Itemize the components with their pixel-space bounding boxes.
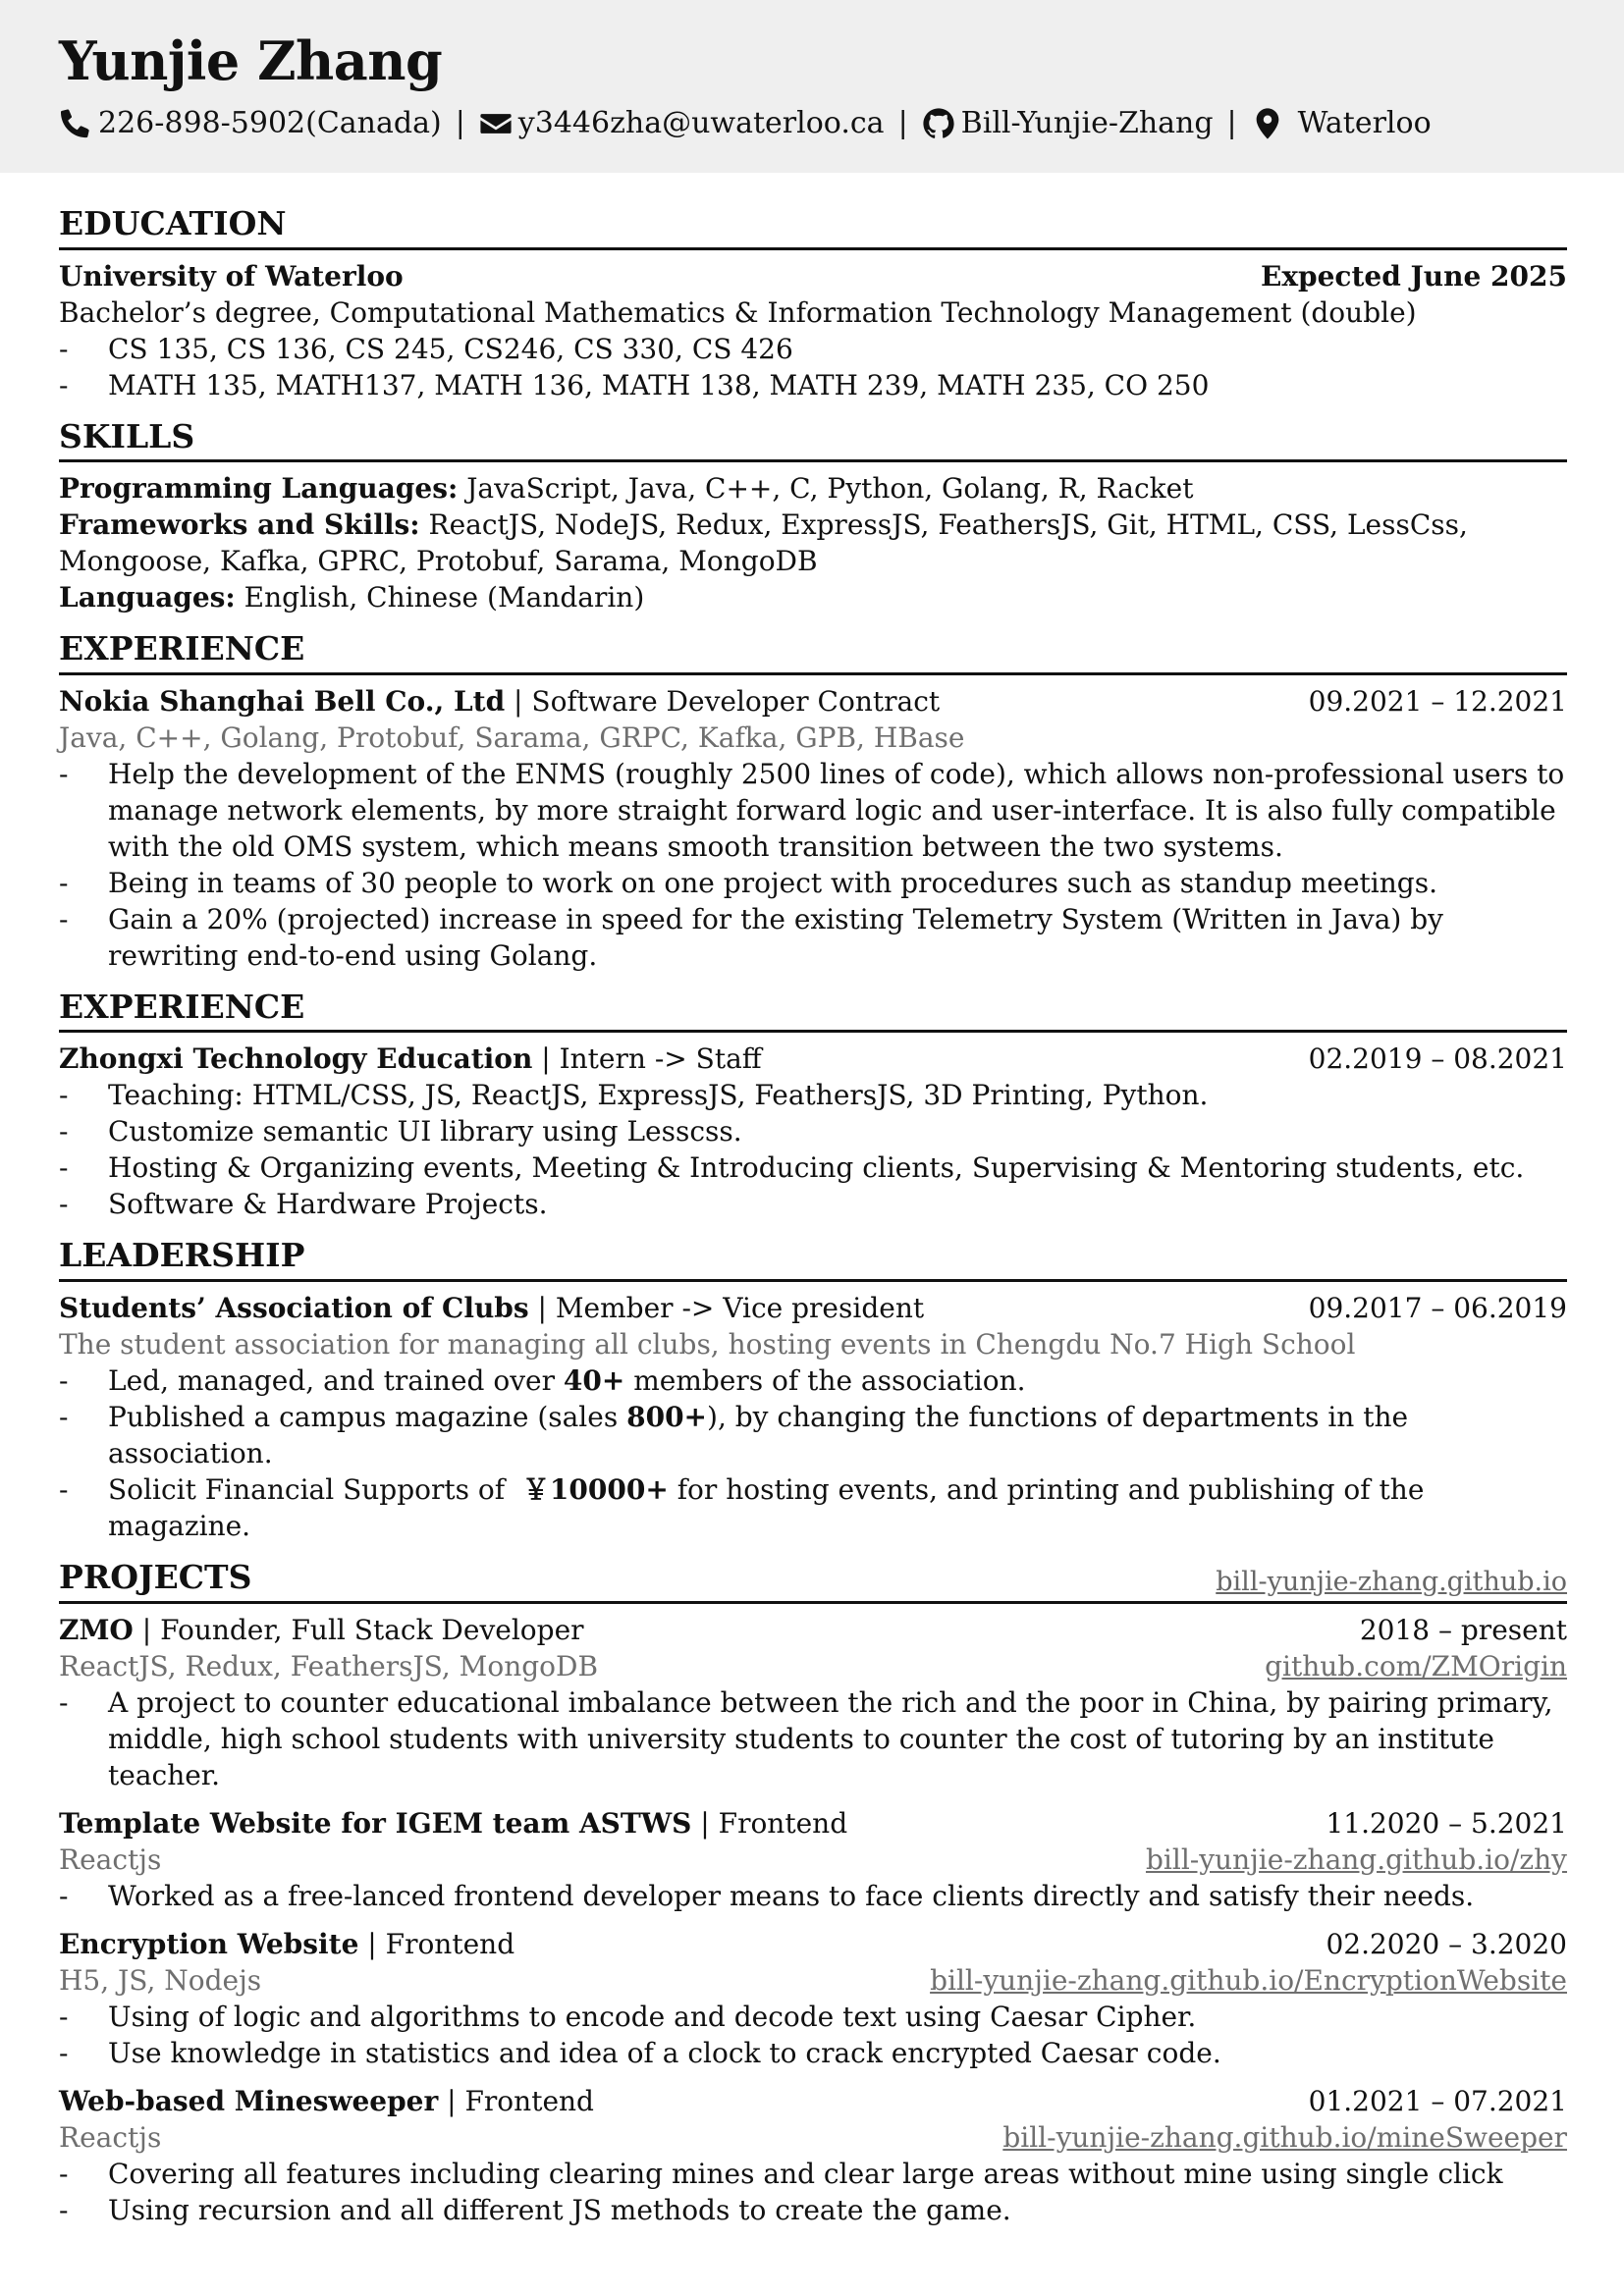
skill-value: JavaScript, Java, C++, C, Python, Golang, R, Racket: [458, 472, 1194, 506]
github-text: Bill-Yunjie-Zhang: [960, 106, 1214, 140]
org-name: Zhongxi Technology Education: [59, 1042, 533, 1076]
candidate-name: Yunjie Zhang: [59, 29, 443, 92]
entry-org-role: [59, 1612, 584, 1648]
entry-heading-row: [59, 1041, 1567, 1077]
list-item: - Gain a 20% (projected) increase in speed for the existing Telemetry System (Written in Java) by rewriting end-to-end using Golang.: [59, 901, 1567, 974]
entry-date: 11.2020 – 5.2021: [1326, 1806, 1567, 1840]
section-header: [59, 204, 1567, 250]
org-name: Students’ Association of Clubs: [59, 1291, 529, 1324]
section-header: [59, 1558, 1567, 1604]
skill-label: Languages:: [59, 581, 236, 614]
map-pin-icon: [1251, 107, 1284, 140]
education-date: Expected June 2025: [1260, 259, 1567, 293]
projects-section: [59, 1558, 1567, 2228]
entry-heading-row: [59, 1926, 1567, 1962]
entry-org-role: [59, 2083, 594, 2119]
section-header: [59, 1236, 1567, 1282]
section-title: PROJECTS: [59, 1557, 252, 1596]
list-item: - Using of logic and algorithms to encode and decode text using Caesar Cipher.: [59, 1999, 1567, 2035]
section-header: [59, 988, 1567, 1034]
programming-languages: [59, 470, 1567, 507]
bullet-list: [59, 2156, 1567, 2228]
list-item: - Worked as a free-lanced frontend developer means to face clients directly and satisfy their needs.: [59, 1878, 1567, 1914]
entry-heading-row: [59, 1612, 1567, 1648]
project-name: Template Website for IGEM team ASTWS: [59, 1806, 692, 1840]
tech-stack: ReactJS, Redux, FeathersJS, MongoDB: [59, 1649, 599, 1682]
list-item: [59, 1471, 1567, 1544]
tech-stack: H5, JS, Nodejs: [59, 1963, 262, 1997]
leadership-section: [59, 1236, 1567, 1544]
entry-subrow: [59, 2119, 1567, 2156]
entry-date: 09.2021 – 12.2021: [1308, 684, 1567, 718]
list-item: - CS 135, CS 136, CS 245, CS246, CS 330, CS 426: [59, 331, 1567, 367]
experience-section-zhongxi: [59, 988, 1567, 1223]
bullet-text: Published a campus magazine (sales: [108, 1400, 627, 1433]
section-header: [59, 417, 1567, 463]
list-item: - Teaching: HTML/CSS, JS, ReactJS, ExpressJS, FeathersJS, 3D Printing, Python.: [59, 1077, 1567, 1113]
list-item: - A project to counter educational imbalance between the rich and the poor in China, by pairing primary, middle, high school students with university students to counter the cost of tutoring by an institute teacher.: [59, 1684, 1567, 1793]
section-title: EDUCATION: [59, 204, 287, 242]
spoken-languages: [59, 579, 1567, 615]
skills-entry: [59, 470, 1567, 615]
education-section: [59, 204, 1567, 403]
bullet-list: [59, 1999, 1567, 2071]
entry-org-role: [59, 1041, 762, 1077]
email-text: y3446zha@uwaterloo.ca: [517, 106, 885, 140]
school-name: University of Waterloo: [59, 259, 404, 293]
entry-org-role: [59, 1926, 514, 1962]
role-text: | Frontend: [438, 2084, 594, 2117]
leadership-entry: [59, 1290, 1567, 1544]
contact-separator: |: [897, 106, 908, 140]
course-list: [59, 331, 1567, 403]
entry-heading-row: [59, 1805, 1567, 1842]
tech-stack: Java, C++, Golang, Protobuf, Sarama, GRPC, Kafka, GPB, HBase: [59, 721, 965, 754]
education-entry: [59, 258, 1567, 403]
tech-stack: Reactjs: [59, 2120, 162, 2154]
entry-date: 01.2021 – 07.2021: [1308, 2084, 1567, 2117]
bullet-list: [59, 1077, 1567, 1222]
portfolio-link[interactable]: bill-yunjie-zhang.github.io: [1216, 1566, 1567, 1597]
frameworks-skills: [59, 507, 1567, 579]
list-item: - Being in teams of 30 people to work on one project with procedures such as standup meetings.: [59, 865, 1567, 901]
phone-text: 226-898-5902(Canada): [98, 106, 442, 140]
section-title: LEADERSHIP: [59, 1236, 305, 1275]
list-item: - MATH 135, MATH137, MATH 136, MATH 138, MATH 239, MATH 235, CO 250: [59, 367, 1567, 403]
bullet-text: for hosting events, and printing and publishing of the magazine.: [108, 1472, 1425, 1542]
entry-date: 02.2019 – 08.2021: [1308, 1042, 1567, 1076]
project-link[interactable]: bill-yunjie-zhang.github.io/mineSweeper: [1002, 2120, 1567, 2154]
list-item: [59, 1399, 1567, 1471]
skill-label: Frameworks and Skills:: [59, 508, 420, 542]
experience-section-nokia: [59, 629, 1567, 974]
skill-value: ReactJS, NodeJS, Redux, ExpressJS, FeathersJS, Git, HTML, CSS, LessCss, Mongoose, Kafka, GPRC, Protobuf, Sarama, MongoDB: [59, 508, 1468, 578]
entry-heading-row: [59, 258, 1567, 294]
contact-location: [1251, 106, 1432, 140]
entry-org-role: [59, 1290, 924, 1326]
bullet-list: [59, 756, 1567, 974]
phone-icon: [59, 107, 92, 140]
entry-subrow: [59, 1842, 1567, 1878]
entry-org-role: [59, 1805, 847, 1842]
contact-email[interactable]: [479, 106, 885, 140]
list-item: - Covering all features including clearing mines and clear large areas without mine using single click: [59, 2156, 1567, 2192]
list-item: - Software & Hardware Projects.: [59, 1186, 1567, 1222]
section-header: [59, 629, 1567, 675]
section-title: EXPERIENCE: [59, 987, 305, 1026]
contact-separator: |: [455, 106, 465, 140]
role-text: | Member -> Vice president: [528, 1291, 925, 1324]
bullet-text: Solicit Financial Supports of: [108, 1472, 522, 1506]
entry-heading-row: [59, 683, 1567, 720]
experience-entry: [59, 683, 1567, 974]
entry-org-role: [59, 683, 940, 720]
bullet-list: [59, 1684, 1567, 1793]
list-item: - Help the development of the ENMS (roughly 2500 lines of code), which allows non-professional users to manage network elements, by more straight forward logic and user-interface. It is also fully compatible with the old OMS system, which means smooth transition between the two systems.: [59, 756, 1567, 865]
section-title: EXPERIENCE: [59, 629, 305, 668]
project-entry-encryption: [59, 1926, 1567, 2071]
resume-body: [0, 173, 1624, 2228]
list-item: [59, 1362, 1567, 1399]
github-icon: [922, 107, 955, 140]
list-item: - Customize semantic UI library using Lesscss.: [59, 1113, 1567, 1149]
project-entry-minesweeper: [59, 2083, 1567, 2228]
contact-github[interactable]: [922, 106, 1214, 140]
resume-header: [0, 0, 1624, 173]
role-text: | Frontend: [691, 1806, 848, 1840]
list-item: - Use knowledge in statistics and idea of a clock to crack encrypted Caesar code.: [59, 2035, 1567, 2071]
skill-label: Programming Languages:: [59, 472, 459, 506]
tech-stack: Reactjs: [59, 1842, 162, 1876]
project-link[interactable]: github.com/ZMOrigin: [1265, 1649, 1567, 1682]
project-name: Encryption Website: [59, 1927, 359, 1960]
project-name: Web-based Minesweeper: [59, 2084, 439, 2117]
role-text: | Frontend: [358, 1927, 515, 1960]
project-link[interactable]: bill-yunjie-zhang.github.io/EncryptionWebsite: [930, 1963, 1567, 1997]
org-description: The student association for managing all clubs, hosting events in Chengdu No.7 High School: [59, 1327, 1356, 1361]
list-item: - Hosting & Organizing events, Meeting & Introducing clients, Supervising & Mentoring students, etc.: [59, 1149, 1567, 1186]
skills-section: [59, 417, 1567, 616]
contact-phone: [59, 106, 442, 140]
list-item: - Using recursion and all different JS methods to create the game.: [59, 2192, 1567, 2228]
project-name: ZMO: [59, 1613, 134, 1646]
project-entry-zmo: [59, 1612, 1567, 1793]
entry-heading-row: [59, 1290, 1567, 1326]
org-name: Nokia Shanghai Bell Co., Ltd: [59, 684, 506, 718]
bullet-text: members of the association.: [624, 1363, 1026, 1397]
envelope-icon: [479, 107, 513, 140]
entry-heading-row: [59, 2083, 1567, 2119]
contact-separator: |: [1226, 106, 1237, 140]
location-text: Waterloo: [1297, 106, 1432, 140]
section-title: SKILLS: [59, 416, 195, 455]
role-text: | Software Developer Contract: [505, 684, 941, 718]
role-text: | Intern -> Staff: [532, 1042, 762, 1076]
entry-date: 2018 – present: [1359, 1613, 1567, 1646]
skill-value: English, Chinese (Mandarin): [235, 581, 645, 614]
entry-subrow: [59, 1648, 1567, 1684]
bullet-highlight: 40+: [563, 1363, 625, 1397]
bullet-list: [59, 1362, 1567, 1544]
bullet-highlight: ￥10000+: [521, 1472, 669, 1506]
entry-date: 09.2017 – 06.2019: [1308, 1291, 1567, 1324]
entry-date: 02.2020 – 3.2020: [1326, 1927, 1567, 1960]
degree-text: Bachelor’s degree, Computational Mathematics & Information Technology Management (double): [59, 295, 1417, 329]
project-link[interactable]: bill-yunjie-zhang.github.io/zhy: [1145, 1842, 1567, 1876]
bullet-text: ), by changing the functions of departments in the association.: [108, 1400, 1409, 1469]
project-entry-igem: [59, 1805, 1567, 1914]
experience-entry: [59, 1041, 1567, 1222]
contact-bar: [59, 106, 1432, 140]
entry-subrow: [59, 1962, 1567, 1999]
role-text: | Founder, Full Stack Developer: [133, 1613, 584, 1646]
bullet-list: [59, 1878, 1567, 1914]
bullet-highlight: 800+: [626, 1400, 708, 1433]
bullet-text: Led, managed, and trained over: [108, 1363, 564, 1397]
